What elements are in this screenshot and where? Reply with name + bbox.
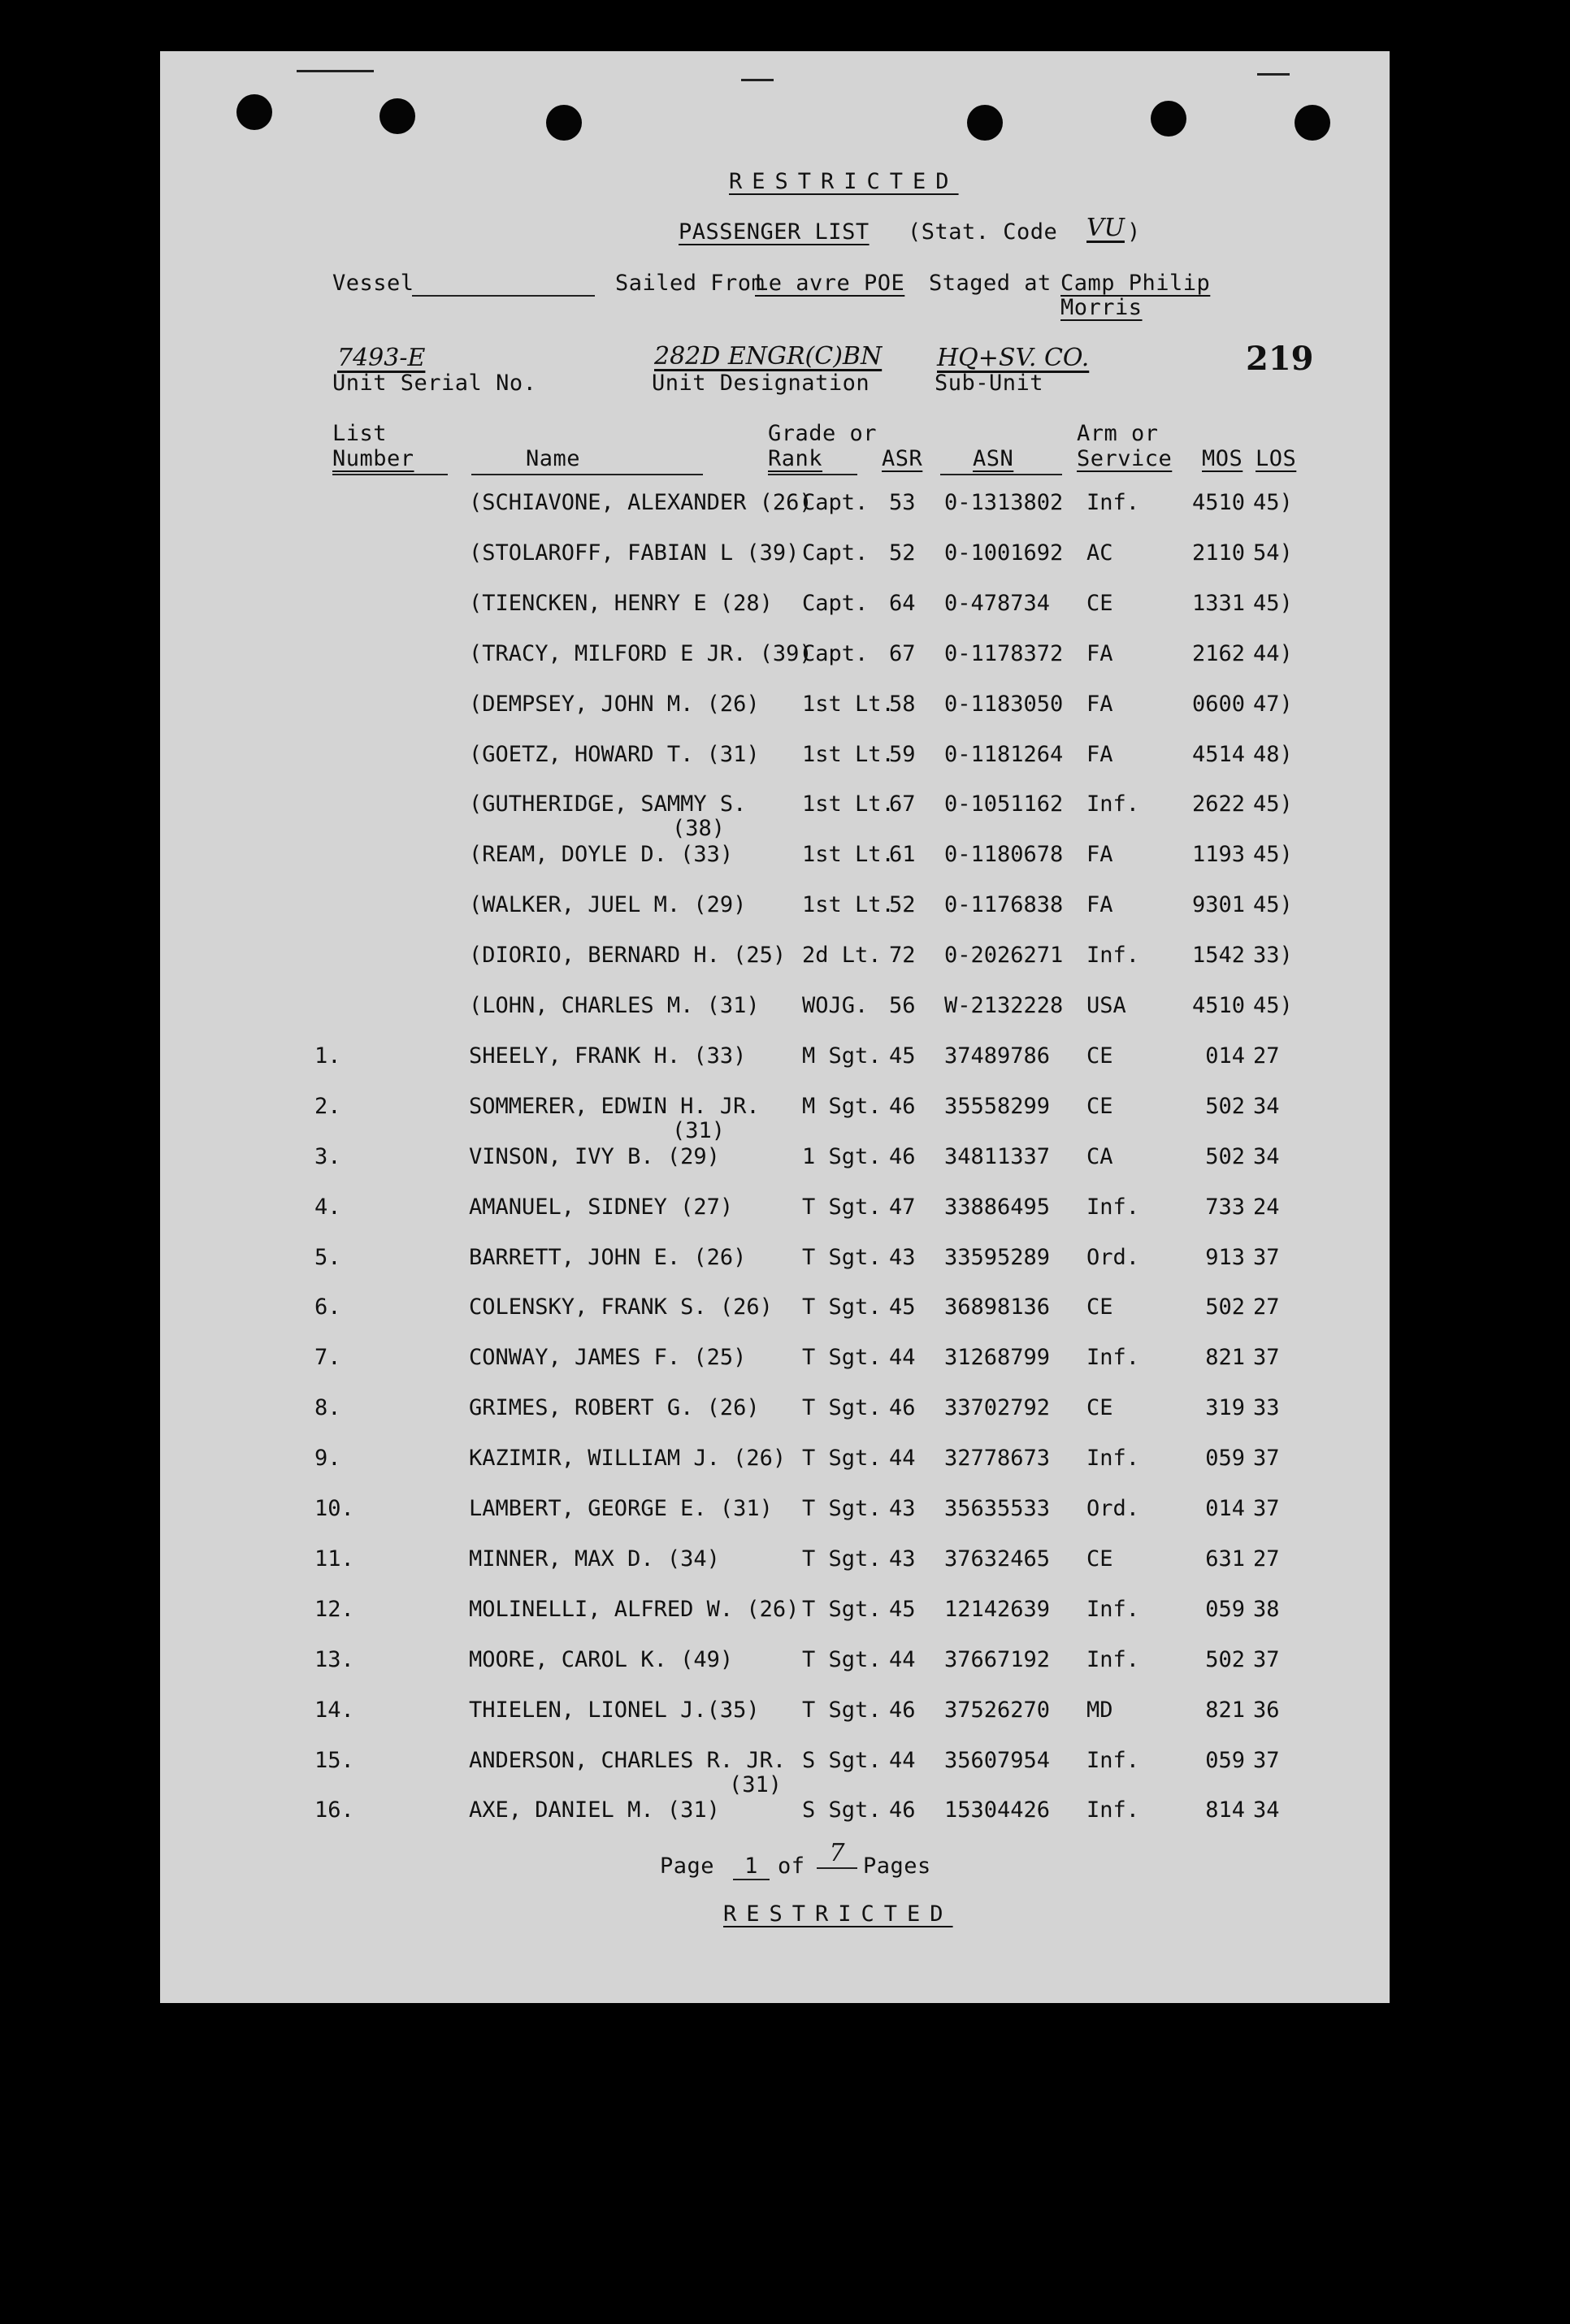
los-value: 38 — [1253, 1596, 1280, 1622]
grade-rank: WOJG. — [802, 993, 869, 1018]
col-asn-rule — [940, 474, 1062, 475]
page-stamp-number: 219 — [1246, 340, 1314, 378]
grade-rank: 1st Lt. — [802, 892, 895, 918]
los-value: 45) — [1253, 993, 1293, 1018]
asn-value: 0-478734 — [944, 590, 1051, 616]
grade-rank: 1st Lt. — [802, 741, 895, 767]
passenger-name: (REAM, DOYLE D. (33) — [469, 842, 734, 868]
arm-service: AC — [1086, 540, 1113, 566]
arm-service: MD — [1086, 1697, 1113, 1723]
arm-service: Inf. — [1086, 1194, 1140, 1220]
asr-value: 46 — [889, 1697, 916, 1723]
arm-service: Ord. — [1086, 1496, 1140, 1521]
sub-unit-label: Sub-Unit — [935, 371, 1044, 396]
asr-value: 52 — [889, 892, 916, 918]
list-number: 14. — [314, 1697, 354, 1723]
passenger-name: MINNER, MAX D. (34) — [469, 1546, 720, 1572]
mos-code: 502 — [1205, 1093, 1245, 1119]
arm-service: Inf. — [1086, 1596, 1140, 1622]
unit-serial-value: 7493-E — [337, 344, 426, 372]
grade-rank: S Sgt. — [802, 1797, 882, 1823]
arm-service: FA — [1086, 892, 1113, 918]
mos-code: 631 — [1205, 1546, 1245, 1572]
staged-at-value: Camp Philip — [1060, 271, 1211, 296]
los-value: 37 — [1253, 1244, 1280, 1270]
passenger-name: MOORE, CAROL K. (49) — [469, 1646, 734, 1672]
passenger-name: COLENSKY, FRANK S. (26) — [469, 1294, 773, 1320]
grade-rank: T Sgt. — [802, 1697, 882, 1723]
table-row — [160, 1195, 1390, 1227]
asn-value: 34811337 — [944, 1143, 1051, 1169]
asr-value: 43 — [889, 1244, 916, 1270]
mos-code: 1542 — [1191, 943, 1245, 969]
table-row — [160, 540, 1390, 573]
los-value: 33 — [1253, 1395, 1280, 1421]
table-row — [160, 943, 1390, 975]
col-name-rule — [471, 474, 703, 475]
table-row — [160, 1093, 1390, 1143]
col-asr: ASR — [882, 446, 923, 471]
col-grade-rule — [768, 474, 857, 475]
arm-service: Inf. — [1086, 1646, 1140, 1672]
list-number: 11. — [314, 1546, 354, 1572]
table-row — [160, 1597, 1390, 1629]
los-value: 37 — [1253, 1345, 1280, 1371]
table-row — [160, 993, 1390, 1025]
table-row — [160, 1747, 1390, 1797]
passenger-name: (GOETZ, HOWARD T. (31) — [469, 741, 760, 767]
list-number: 3. — [314, 1143, 341, 1169]
passenger-name: (TIENCKEN, HENRY E (28) — [469, 590, 773, 616]
grade-rank: T Sgt. — [802, 1596, 882, 1622]
table-row — [160, 1647, 1390, 1680]
mos-code: 059 — [1205, 1446, 1245, 1472]
los-value: 45) — [1253, 590, 1293, 616]
name-continuation: (38) — [672, 816, 726, 842]
mos-code: 2162 — [1191, 640, 1245, 666]
arm-service: FA — [1086, 691, 1113, 717]
table-row — [160, 490, 1390, 522]
grade-rank: T Sgt. — [802, 1294, 882, 1320]
grade-rank: M Sgt. — [802, 1093, 882, 1119]
asr-value: 46 — [889, 1395, 916, 1421]
grade-rank: T Sgt. — [802, 1194, 882, 1220]
staged-at-value-cont: Morris — [1060, 295, 1143, 320]
grade-rank: T Sgt. — [802, 1395, 882, 1421]
asn-value: 35607954 — [944, 1747, 1051, 1773]
mos-code: 821 — [1205, 1697, 1245, 1723]
asr-value: 46 — [889, 1797, 916, 1823]
passenger-name: BARRETT, JOHN E. (26) — [469, 1244, 747, 1270]
passenger-name: KAZIMIR, WILLIAM J. (26) — [469, 1446, 787, 1472]
asr-value: 43 — [889, 1496, 916, 1521]
page-number: 1 — [733, 1854, 770, 1880]
passenger-name: (DEMPSEY, JOHN M. (26) — [469, 691, 760, 717]
list-number: 2. — [314, 1093, 341, 1119]
mos-code: 502 — [1205, 1646, 1245, 1672]
arm-service: CE — [1086, 1546, 1113, 1572]
asr-value: 46 — [889, 1143, 916, 1169]
col-asn: ASN — [973, 446, 1014, 471]
los-value: 45) — [1253, 892, 1293, 918]
arm-service: Inf. — [1086, 1345, 1140, 1371]
los-value: 34 — [1253, 1143, 1280, 1169]
grade-rank: T Sgt. — [802, 1496, 882, 1521]
arm-service: USA — [1086, 993, 1126, 1018]
list-number: 1. — [314, 1043, 341, 1069]
asr-value: 45 — [889, 1043, 916, 1069]
binder-hole — [1295, 105, 1330, 141]
arm-service: FA — [1086, 741, 1113, 767]
mos-code: 1331 — [1191, 590, 1245, 616]
mos-code: 733 — [1205, 1194, 1245, 1220]
table-row — [160, 1797, 1390, 1830]
grade-rank: T Sgt. — [802, 1646, 882, 1672]
mos-code: 502 — [1205, 1143, 1245, 1169]
col-grade-line1: Grade or — [768, 421, 878, 446]
los-value: 27 — [1253, 1043, 1280, 1069]
grade-rank: T Sgt. — [802, 1546, 882, 1572]
passenger-name: (TRACY, MILFORD E JR. (39) — [469, 640, 813, 666]
name-continuation: (31) — [672, 1117, 726, 1143]
mos-code: 1193 — [1191, 842, 1245, 868]
los-value: 47) — [1253, 691, 1293, 717]
grade-rank: M Sgt. — [802, 1043, 882, 1069]
list-number: 13. — [314, 1646, 354, 1672]
arm-service: Inf. — [1086, 791, 1140, 817]
col-list-number-line1: List — [332, 421, 388, 446]
passenger-name: AXE, DANIEL M. (31) — [469, 1797, 720, 1823]
arm-service: Inf. — [1086, 943, 1140, 969]
asr-value: 61 — [889, 842, 916, 868]
asn-value: 37526270 — [944, 1697, 1051, 1723]
list-number: 6. — [314, 1294, 341, 1320]
binder-hole — [379, 98, 415, 134]
paper-mark — [1257, 73, 1290, 76]
asr-value: 67 — [889, 640, 916, 666]
list-number: 4. — [314, 1194, 341, 1220]
list-number: 10. — [314, 1496, 354, 1521]
asn-value: 15304426 — [944, 1797, 1051, 1823]
col-los: LOS — [1256, 446, 1297, 471]
mos-code: 814 — [1205, 1797, 1245, 1823]
list-number: 12. — [314, 1596, 354, 1622]
passenger-name: CONWAY, JAMES F. (25) — [469, 1345, 747, 1371]
table-row — [160, 842, 1390, 874]
of-label: of — [778, 1854, 805, 1879]
restricted-header: RESTRICTED — [729, 169, 959, 194]
los-value: 37 — [1253, 1747, 1280, 1773]
asr-value: 44 — [889, 1345, 916, 1371]
asn-value: 0-1001692 — [944, 540, 1064, 566]
arm-service: FA — [1086, 640, 1113, 666]
grade-rank: 1 Sgt. — [802, 1143, 882, 1169]
asr-value: 59 — [889, 741, 916, 767]
col-grade-line2: Rank — [768, 446, 823, 471]
asr-value: 45 — [889, 1294, 916, 1320]
table-row — [160, 742, 1390, 774]
list-number: 9. — [314, 1446, 341, 1472]
asr-value: 53 — [889, 490, 916, 515]
passenger-name: SHEELY, FRANK H. (33) — [469, 1043, 747, 1069]
arm-service: CE — [1086, 1043, 1113, 1069]
asr-value: 64 — [889, 590, 916, 616]
staged-at-label: Staged at — [929, 271, 1052, 296]
stat-code-value: VU — [1086, 214, 1125, 242]
passenger-name: (SCHIAVONE, ALEXANDER (26) — [469, 490, 813, 515]
col-list-number-line2: Number — [332, 446, 414, 471]
asr-value: 47 — [889, 1194, 916, 1220]
unit-designation-value: 282D ENGR(C)BN — [654, 342, 883, 371]
asr-value: 44 — [889, 1646, 916, 1672]
passenger-name: GRIMES, ROBERT G. (26) — [469, 1395, 760, 1421]
passenger-name: (LOHN, CHARLES M. (31) — [469, 993, 760, 1018]
mos-code: 502 — [1205, 1294, 1245, 1320]
asn-value: 0-1180678 — [944, 842, 1064, 868]
binder-hole — [967, 105, 1003, 141]
grade-rank: T Sgt. — [802, 1446, 882, 1472]
asn-value: 33702792 — [944, 1395, 1051, 1421]
mos-code: 9301 — [1191, 892, 1245, 918]
asr-value: 72 — [889, 943, 916, 969]
grade-rank: T Sgt. — [802, 1345, 882, 1371]
los-value: 34 — [1253, 1093, 1280, 1119]
restricted-footer: RESTRICTED — [723, 1901, 953, 1927]
arm-service: Inf. — [1086, 1446, 1140, 1472]
asn-value: 31268799 — [944, 1345, 1051, 1371]
passenger-list-title: PASSENGER LIST — [679, 219, 870, 245]
arm-service: Inf. — [1086, 490, 1140, 515]
passenger-name: (DIORIO, BERNARD H. (25) — [469, 943, 787, 969]
col-arm-line1: Arm or — [1077, 421, 1159, 446]
los-value: 37 — [1253, 1446, 1280, 1472]
table-row — [160, 1144, 1390, 1177]
grade-rank: 1st Lt. — [802, 691, 895, 717]
table-row — [160, 1294, 1390, 1327]
table-row — [160, 692, 1390, 724]
asr-value: 43 — [889, 1546, 916, 1572]
col-list-number-rule — [332, 474, 448, 475]
table-row — [160, 1697, 1390, 1730]
binder-hole — [1151, 101, 1186, 137]
col-mos: MOS — [1202, 446, 1243, 471]
mos-code: 014 — [1205, 1496, 1245, 1521]
passenger-name: (STOLAROFF, FABIAN L (39) — [469, 540, 800, 566]
asr-value: 67 — [889, 791, 916, 817]
grade-rank: Capt. — [802, 590, 869, 616]
table-row — [160, 791, 1390, 842]
asn-value: 35558299 — [944, 1093, 1051, 1119]
grade-rank: Capt. — [802, 640, 869, 666]
los-value: 54) — [1253, 540, 1293, 566]
paper-mark — [741, 79, 774, 81]
asn-value: 12142639 — [944, 1596, 1051, 1622]
passenger-name: MOLINELLI, ALFRED W. (26) — [469, 1596, 800, 1622]
asn-value: 0-1313802 — [944, 490, 1064, 515]
passenger-name: ANDERSON, CHARLES R. JR. — [469, 1747, 787, 1773]
binder-hole — [546, 105, 582, 141]
stat-code-label: (Stat. Code — [908, 219, 1058, 245]
passenger-name: THIELEN, LIONEL J.(35) — [469, 1697, 760, 1723]
los-value: 27 — [1253, 1546, 1280, 1572]
los-value: 34 — [1253, 1797, 1280, 1823]
page-label: Page — [660, 1854, 715, 1879]
mos-code: 821 — [1205, 1345, 1245, 1371]
asr-value: 52 — [889, 540, 916, 566]
asn-value: 37667192 — [944, 1646, 1051, 1672]
list-number: 7. — [314, 1345, 341, 1371]
los-value: 45) — [1253, 791, 1293, 817]
asn-value: 37632465 — [944, 1546, 1051, 1572]
table-row — [160, 1546, 1390, 1579]
asn-value: 35635533 — [944, 1496, 1051, 1521]
mos-code: 2622 — [1191, 791, 1245, 817]
asn-value: 0-1176838 — [944, 892, 1064, 918]
asn-value: 0-1181264 — [944, 741, 1064, 767]
sub-unit-value: HQ+SV. CO. — [937, 344, 1090, 372]
col-arm-line2: Service — [1077, 446, 1173, 471]
asn-value: 0-1183050 — [944, 691, 1064, 717]
mos-code: 319 — [1205, 1395, 1245, 1421]
passenger-name: (WALKER, JUEL M. (29) — [469, 892, 747, 918]
grade-rank: 2d Lt. — [802, 943, 882, 969]
arm-service: CE — [1086, 1395, 1113, 1421]
table-row — [160, 892, 1390, 925]
mos-code: 014 — [1205, 1043, 1245, 1069]
asn-value: 33595289 — [944, 1244, 1051, 1270]
passenger-name: AMANUEL, SIDNEY (27) — [469, 1194, 734, 1220]
stat-code-close: ) — [1127, 219, 1141, 245]
list-number: 15. — [314, 1747, 354, 1773]
asr-value: 44 — [889, 1446, 916, 1472]
mos-code: 2110 — [1191, 540, 1245, 566]
table-row — [160, 1345, 1390, 1377]
passenger-name: (GUTHERIDGE, SAMMY S. — [469, 791, 747, 817]
vessel-blank — [412, 295, 595, 297]
grade-rank: Capt. — [802, 490, 869, 515]
table-row — [160, 1496, 1390, 1528]
mos-code: 4510 — [1191, 490, 1245, 515]
grade-rank: S Sgt. — [802, 1747, 882, 1773]
name-continuation: (31) — [729, 1771, 783, 1797]
mos-code: 059 — [1205, 1747, 1245, 1773]
table-row — [160, 641, 1390, 674]
asn-value: W-2132228 — [944, 993, 1064, 1018]
mos-code: 4510 — [1191, 993, 1245, 1018]
asn-value: 32778673 — [944, 1446, 1051, 1472]
unit-designation-label: Unit Designation — [652, 371, 870, 396]
arm-service: CE — [1086, 1294, 1113, 1320]
los-value: 45) — [1253, 490, 1293, 515]
grade-rank: T Sgt. — [802, 1244, 882, 1270]
arm-service: CE — [1086, 590, 1113, 616]
col-name: Name — [526, 446, 581, 471]
sailed-from-value: Le avre POE — [755, 271, 905, 296]
asn-value: 37489786 — [944, 1043, 1051, 1069]
table-row — [160, 1395, 1390, 1428]
arm-service: FA — [1086, 842, 1113, 868]
asr-value: 46 — [889, 1093, 916, 1119]
grade-rank: 1st Lt. — [802, 791, 895, 817]
passenger-name: SOMMERER, EDWIN H. JR. — [469, 1093, 760, 1119]
binder-hole — [236, 94, 272, 130]
mos-code: 059 — [1205, 1596, 1245, 1622]
asr-value: 56 — [889, 993, 916, 1018]
list-number: 5. — [314, 1244, 341, 1270]
mos-code: 913 — [1205, 1244, 1245, 1270]
table-row — [160, 1245, 1390, 1277]
los-value: 33) — [1253, 943, 1293, 969]
los-value: 36 — [1253, 1697, 1280, 1723]
table-row — [160, 1043, 1390, 1076]
mos-code: 4514 — [1191, 741, 1245, 767]
los-value: 27 — [1253, 1294, 1280, 1320]
total-pages: 7 — [817, 1839, 857, 1869]
asr-value: 44 — [889, 1747, 916, 1773]
los-value: 37 — [1253, 1646, 1280, 1672]
los-value: 44) — [1253, 640, 1293, 666]
los-value: 45) — [1253, 842, 1293, 868]
asr-value: 58 — [889, 691, 916, 717]
arm-service: Inf. — [1086, 1747, 1140, 1773]
sailed-from-label: Sailed From — [615, 271, 765, 296]
los-value: 37 — [1253, 1496, 1280, 1521]
arm-service: Ord. — [1086, 1244, 1140, 1270]
los-value: 24 — [1253, 1194, 1280, 1220]
asn-value: 0-1178372 — [944, 640, 1064, 666]
passenger-name: LAMBERT, GEORGE E. (31) — [469, 1496, 773, 1521]
grade-rank: 1st Lt. — [802, 842, 895, 868]
passenger-name: VINSON, IVY B. (29) — [469, 1143, 720, 1169]
paper-mark — [297, 70, 374, 72]
mos-code: 0600 — [1191, 691, 1245, 717]
pages-label: Pages — [863, 1854, 931, 1879]
grade-rank: Capt. — [802, 540, 869, 566]
arm-service: CE — [1086, 1093, 1113, 1119]
los-value: 48) — [1253, 741, 1293, 767]
asn-value: 0-1051162 — [944, 791, 1064, 817]
asn-value: 33886495 — [944, 1194, 1051, 1220]
arm-service: CA — [1086, 1143, 1113, 1169]
vessel-label: Vessel — [332, 271, 414, 296]
list-number: 16. — [314, 1797, 354, 1823]
unit-serial-label: Unit Serial No. — [332, 371, 537, 396]
list-number: 8. — [314, 1395, 341, 1421]
asn-value: 36898136 — [944, 1294, 1051, 1320]
table-row — [160, 1446, 1390, 1478]
table-row — [160, 591, 1390, 623]
document-page — [160, 51, 1390, 2003]
asn-value: 0-2026271 — [944, 943, 1064, 969]
asr-value: 45 — [889, 1596, 916, 1622]
arm-service: Inf. — [1086, 1797, 1140, 1823]
